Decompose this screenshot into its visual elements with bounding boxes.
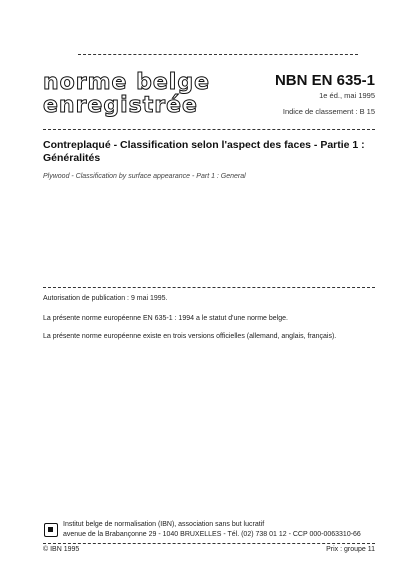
- ibn-logo-icon: [44, 523, 58, 537]
- footer-divider: [43, 543, 375, 544]
- top-divider: [78, 54, 358, 55]
- institute-address: avenue de la Brabançonne 29 - 1040 BRUXELLES - Tél. (02) 738 01 12 - CCP 000-0063310-66: [63, 531, 361, 538]
- header-title-line2: enregistrée: [43, 93, 198, 118]
- edition-date: 1e éd., mai 1995: [319, 91, 375, 100]
- document-title-fr: Contreplaqué - Classification selon l'aspect des faces - Partie 1 : Généralités: [43, 139, 365, 164]
- institute-name: Institut belge de normalisation (IBN), association sans but lucratif: [63, 521, 265, 528]
- section-divider: [43, 129, 375, 130]
- publication-authorisation: Autorisation de publication : 9 mai 1995.: [43, 295, 168, 302]
- body-divider: [43, 287, 375, 288]
- official-versions-note: La présente norme européenne existe en trois versions officielles (allemand, anglais, français).: [43, 333, 337, 340]
- price-group: Prix : groupe 11: [326, 546, 375, 553]
- header-title-line1: norme belge: [43, 70, 211, 95]
- copyright: © IBN 1995: [43, 546, 80, 553]
- document-title-en: Plywood - Classification by surface appearance - Part 1 : General: [43, 173, 246, 180]
- standard-number: NBN EN 635-1: [274, 72, 375, 89]
- classification-index: Indice de classement : B 15: [282, 107, 375, 116]
- belgian-status-note: La présente norme européenne EN 635-1 : 1994 a le statut d'une norme belge.: [43, 315, 288, 322]
